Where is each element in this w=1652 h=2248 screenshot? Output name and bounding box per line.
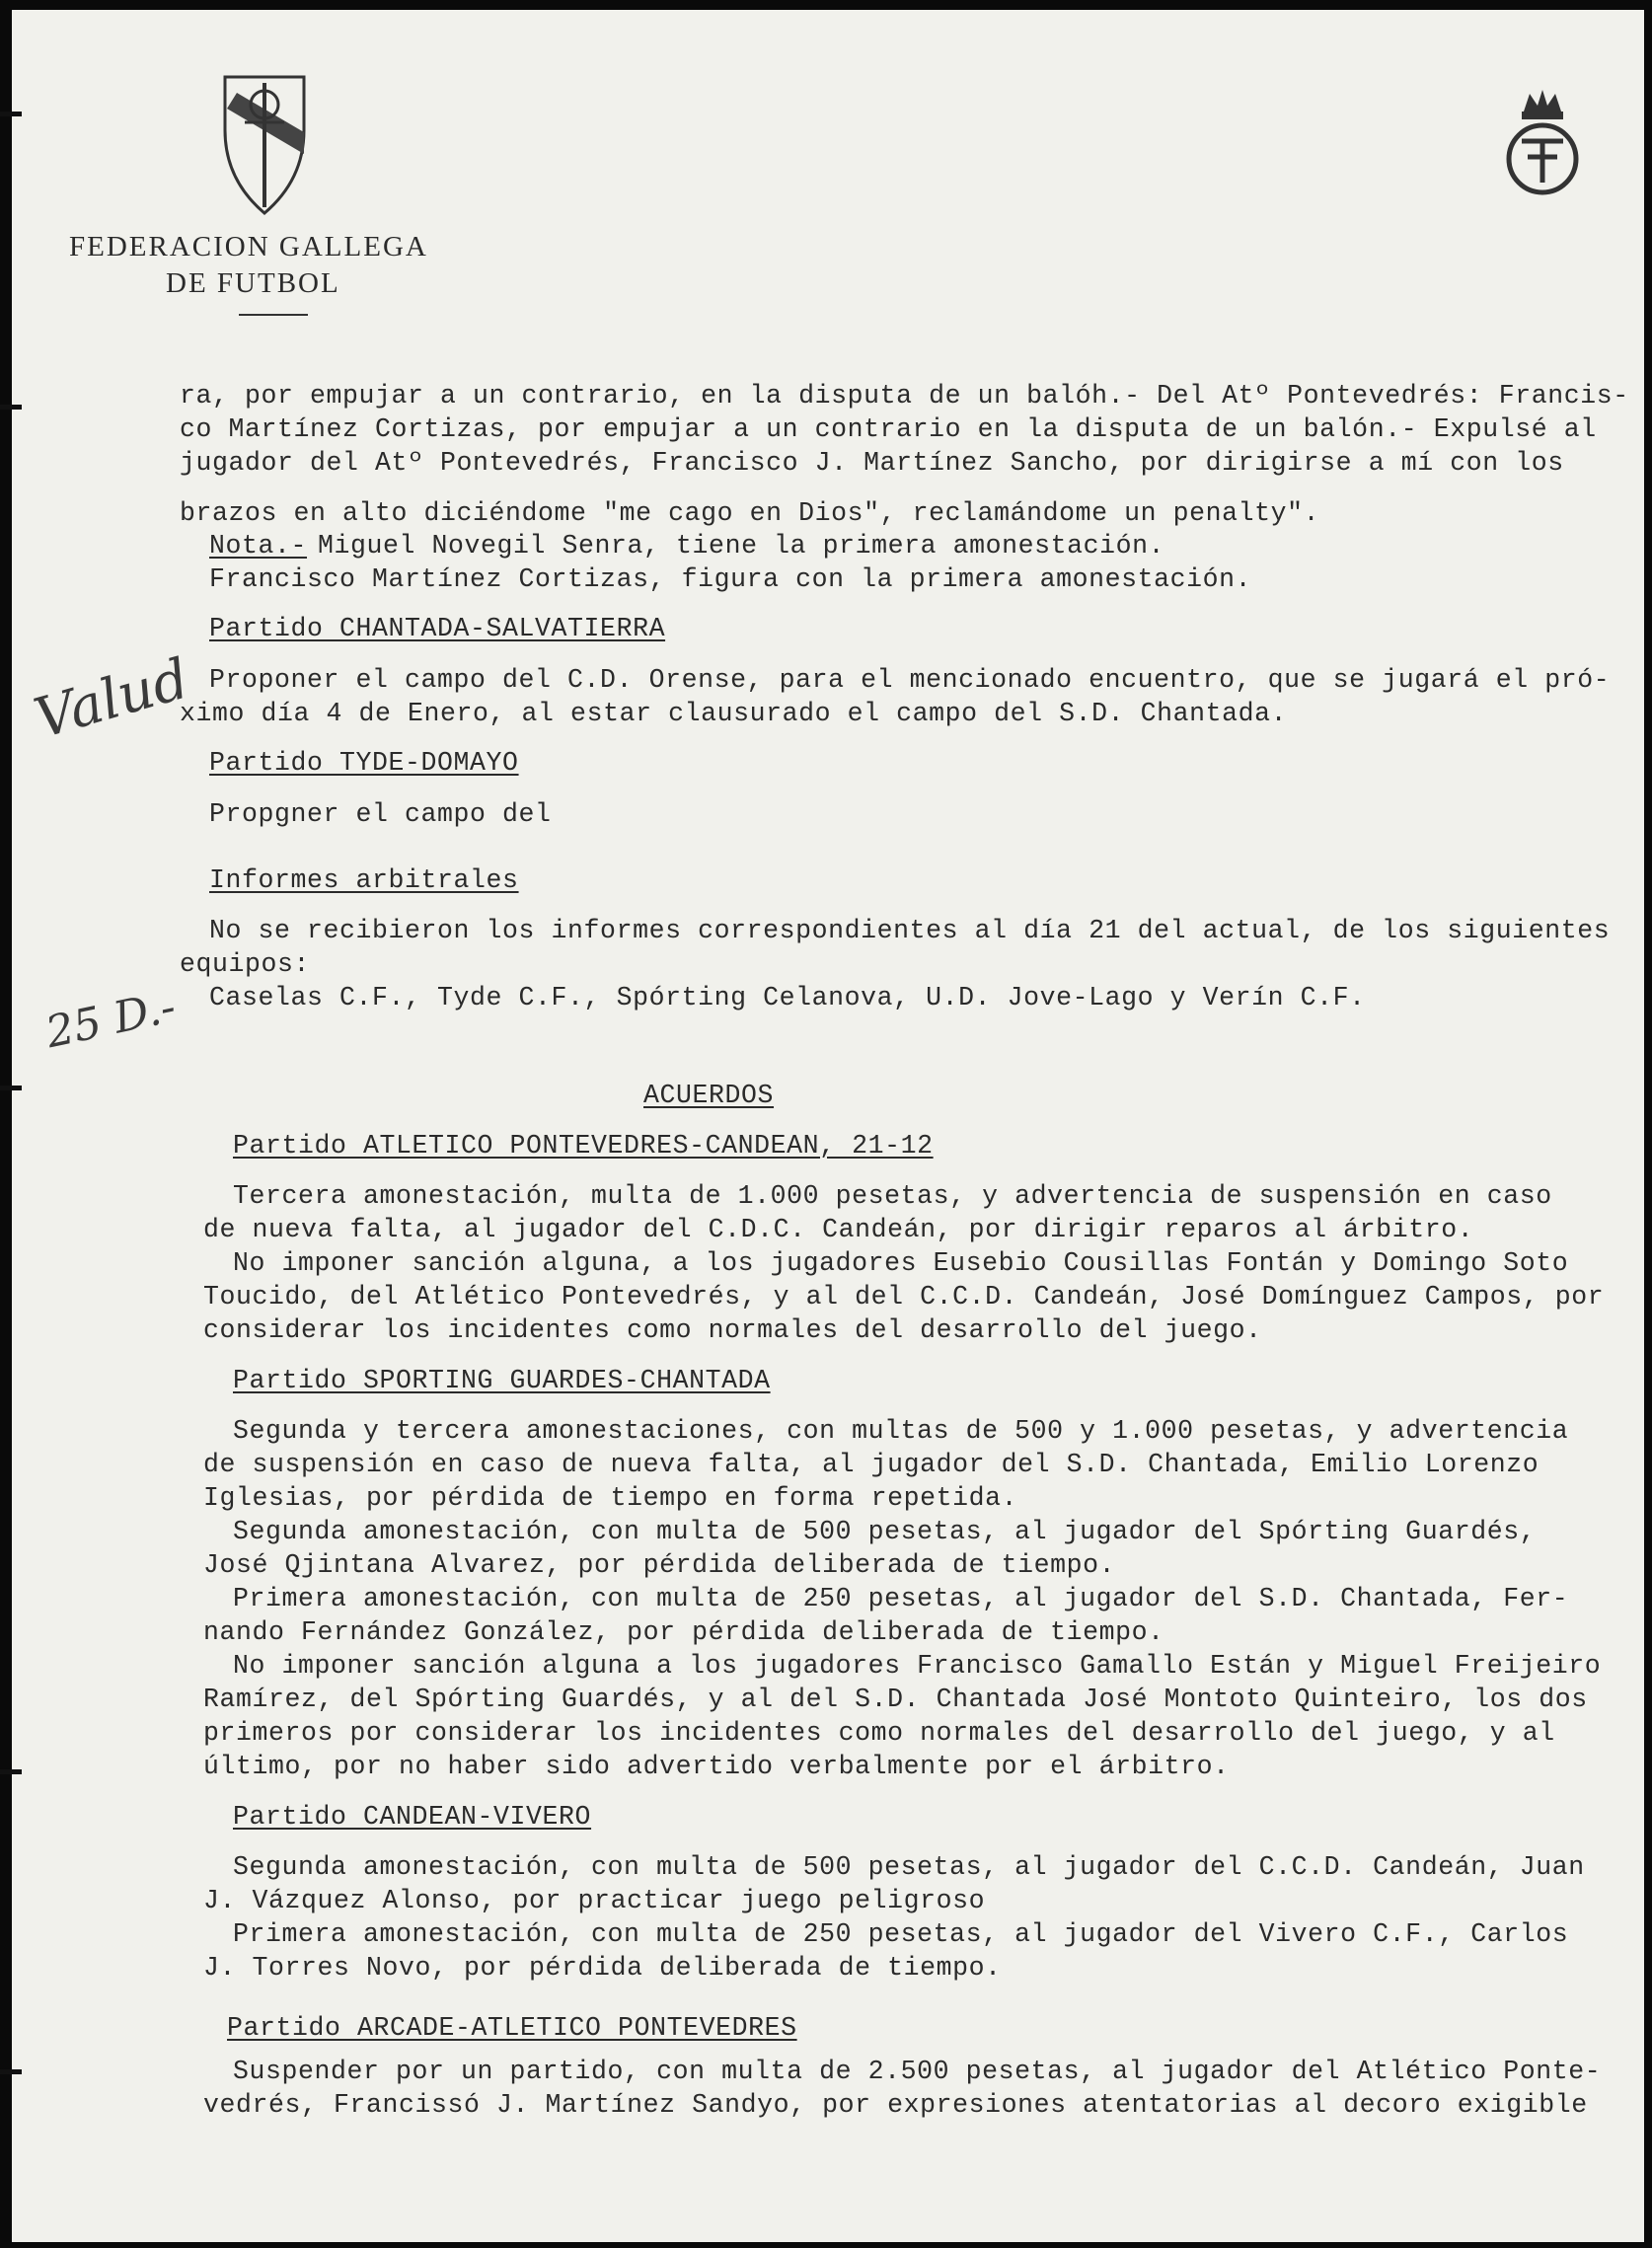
spanish-federation-crest-icon — [1500, 84, 1585, 202]
binder-mark — [0, 1086, 22, 1090]
text-line: Iglesias, por pérdida de tiempo en forma repetida. — [203, 1483, 1018, 1513]
section-heading: Partido CANDEAN-VIVERO — [233, 1802, 592, 1832]
section-heading: Nota.- — [209, 531, 308, 561]
text-line: primeros por considerar los incidentes como normales del desarrollo del juego, y al — [203, 1718, 1555, 1748]
section-heading: Partido CHANTADA-SALVATIERRA — [209, 614, 666, 643]
text-line: último, por no haber sido advertido verbalmente por el árbitro. — [203, 1752, 1230, 1781]
text-line: co Martínez Cortizas, por empujar a un contrario en la disputa de un balón.- Expulsé al — [180, 414, 1597, 444]
text-line: Toucido, del Atlético Pontevedrés, y al del C.C.D. Candeán, José Domínguez Campos, por — [203, 1282, 1605, 1311]
section-heading: Informes arbitrales — [209, 865, 519, 895]
federation-name-line2: DE FUTBOL — [166, 267, 340, 299]
text-line: nando Fernández González, por pérdida deliberada de tiempo. — [203, 1617, 1164, 1647]
text-line: considerar los incidentes como normales del desarrollo del juego. — [203, 1315, 1262, 1345]
text-line: de suspensión en caso de nueva falta, al jugador del S.D. Chantada, Emilio Lorenzo — [203, 1450, 1539, 1479]
text-line: Miguel Novegil Senra, tiene la primera amonestación. — [318, 531, 1165, 561]
text-line: ra, por empujar a un contrario, en la disputa de un balóh.- Del Atº Pontevedrés: Francis- — [180, 381, 1629, 411]
binder-mark — [0, 1769, 22, 1774]
section-heading: Partido SPORTING GUARDES-CHANTADA — [233, 1366, 771, 1395]
text-line: Ramírez, del Spórting Guardés, y al del S.D. Chantada José Montoto Quinteiro, los dos — [203, 1685, 1588, 1714]
header-divider — [239, 314, 308, 316]
text-line: Primera amonestación, con multa de 250 pesetas, al jugador del S.D. Chantada, Fer- — [233, 1584, 1569, 1613]
text-line: Proponer el campo del C.D. Orense, para el mencionado encuentro, que se jugará el pró- — [209, 665, 1611, 695]
handwritten-note: Valud — [28, 646, 196, 752]
text-line: ximo día 4 de Enero, al estar clausurado el campo del S.D. Chantada. — [180, 699, 1288, 728]
text-line: Tercera amonestación, multa de 1.000 pesetas, y advertencia de suspensión en caso — [233, 1181, 1552, 1211]
binder-mark — [0, 2069, 22, 2074]
text-line: equipos: — [180, 949, 311, 979]
federation-name — [69, 229, 484, 302]
text-line: José Qjintana Alvarez, por pérdida deliberada de tiempo. — [203, 1550, 1116, 1580]
section-heading: Partido TYDE-DOMAYO — [209, 748, 519, 778]
text-line: Primera amonestación, con multa de 250 pesetas, al jugador del Vivero C.F., Carlos — [233, 1919, 1569, 1949]
binder-mark — [0, 112, 22, 116]
text-line: Suspender por un partido, con multa de 2.500 pesetas, al jugador del Atlético Ponte- — [233, 2057, 1602, 2086]
text-line: Segunda amonestación, con multa de 500 pesetas, al jugador del Spórting Guardés, — [233, 1517, 1537, 1546]
text-line: J. Vázquez Alonso, por practicar juego peligroso — [203, 1886, 986, 1915]
section-heading: Partido ATLETICO PONTEVEDRES-CANDEAN, 21-12 — [233, 1131, 934, 1161]
text-line: Francisco Martínez Cortizas, figura con la primera amonestación. — [209, 564, 1252, 594]
section-heading: Partido ARCADE-ATLETICO PONTEVEDRES — [227, 2013, 797, 2043]
handwritten-note: 25 D.- — [41, 981, 181, 1059]
text-line: brazos en alto diciéndome "me cago en Dios", reclamándome un penalty". — [180, 498, 1320, 528]
text-line: jugador del Atº Pontevedrés, Francisco J. Martínez Sancho, por dirigirse a mí con los — [180, 448, 1564, 478]
text-line: Caselas C.F., Tyde C.F., Spórting Celanova, U.D. Jove-Lago y Verín C.F. — [209, 983, 1366, 1012]
text-line: Segunda amonestación, con multa de 500 pesetas, al jugador del C.C.D. Candeán, Juan — [233, 1852, 1585, 1882]
binder-mark — [0, 405, 22, 410]
text-line: de nueva falta, al jugador del C.D.C. Candeán, por dirigir reparos al árbitro. — [203, 1215, 1474, 1244]
federation-crest-icon — [219, 69, 310, 217]
text-line: No se recibieron los informes correspondientes al día 21 del actual, de los siguientes — [209, 916, 1611, 945]
text-line: No imponer sanción alguna, a los jugadores Eusebio Cousillas Fontán y Domingo Soto — [233, 1248, 1569, 1278]
text-line: J. Torres Novo, por pérdida deliberada de tiempo. — [203, 1953, 1002, 1983]
section-heading: ACUERDOS — [643, 1081, 775, 1110]
text-line: Segunda y tercera amonestaciones, con multas de 500 y 1.000 pesetas, y advertencia — [233, 1416, 1569, 1446]
text-line: vedrés, Francissó J. Martínez Sandyo, por expresiones atentatorias al decoro exigible — [203, 2090, 1588, 2120]
text-line: No imponer sanción alguna a los jugadores Francisco Gamallo Están y Miguel Freijeiro — [233, 1651, 1602, 1681]
text-line: Propgner el campo del — [209, 799, 552, 829]
federation-name-line1: FEDERACION GALLEGA — [69, 231, 428, 262]
